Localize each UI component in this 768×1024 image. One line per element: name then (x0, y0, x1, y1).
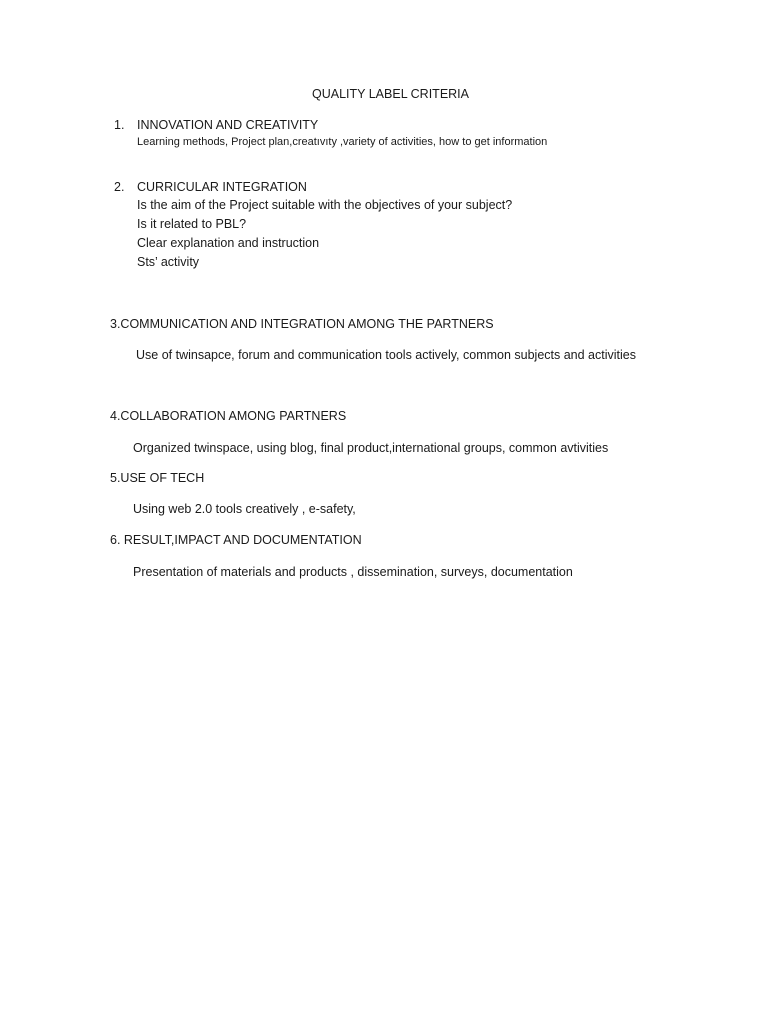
section-2-line-3: Clear explanation and instruction (137, 236, 320, 250)
section-1-heading: INNOVATION AND CREATIVITY (137, 118, 319, 132)
section-3-heading: 3.COMMUNICATION AND INTEGRATION AMONG THE PARTNERS (110, 317, 494, 331)
section-2-line-2: Is it related to PBL? (137, 217, 247, 231)
section-2-line-4: Sts’ activity (137, 255, 200, 269)
section-6-heading: 6. RESULT,IMPACT AND DOCUMENTATION (110, 533, 362, 547)
section-5-line-1: Using web 2.0 tools creatively , e-safety, (133, 502, 356, 516)
section-2-number: 2. (114, 180, 125, 194)
page-title: QUALITY LABEL CRITERIA (312, 87, 469, 101)
section-3-line-1: Use of twinsapce, forum and communication tools actively, common subjects and activities (136, 348, 636, 362)
section-5-heading: 5.USE OF TECH (110, 471, 205, 485)
section-1-number: 1. (114, 118, 125, 132)
section-2-heading: CURRICULAR INTEGRATION (137, 180, 307, 194)
section-2-line-1: Is the aim of the Project suitable with the objectives of your subject? (137, 198, 513, 212)
section-4-heading: 4.COLLABORATION AMONG PARTNERS (110, 409, 347, 423)
section-1-line-1: Learning methods, Project plan,creatıvıty ,variety of activities, how to get information (137, 136, 548, 148)
section-4-line-1: Organized twinspace, using blog, final product,international groups, common avtivities (133, 441, 609, 455)
section-6-line-1: Presentation of materials and products , dissemination, surveys, documentation (133, 565, 573, 579)
